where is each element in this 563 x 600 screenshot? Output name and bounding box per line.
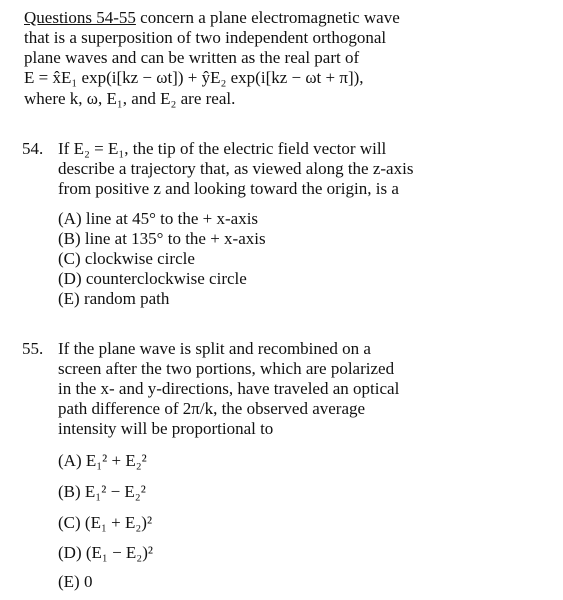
question-54-line-2: describe a trajectory that, as viewed along the z-axis xyxy=(58,159,414,178)
question-54-option-d: (D) counterclockwise circle xyxy=(58,269,247,288)
question-55-number: 55. xyxy=(22,339,44,358)
question-55-option-e: (E) 0 xyxy=(58,572,93,591)
question-54-option-e: (E) random path xyxy=(58,289,170,308)
question-55-line-2: screen after the two portions, which are polarized xyxy=(58,359,395,378)
question-55-option-b: (B) E₁² − E₂² xyxy=(58,482,146,501)
question-55-option-d: (D) (E₁ − E₂)² xyxy=(58,543,153,562)
intro-line-2: that is a superposition of two independent orthogonal xyxy=(24,28,387,47)
intro-line-1-rest: concern a plane electromagnetic wave xyxy=(135,8,400,27)
intro-line-3: plane waves and can be written as the real part of xyxy=(24,48,360,67)
question-54-option-b: (B) line at 135° to the + x-axis xyxy=(58,229,266,248)
question-55-line-4: path difference of 2π/k, the observed average xyxy=(58,399,366,418)
question-54-option-c: (C) clockwise circle xyxy=(58,249,195,268)
question-55-line-1: If the plane wave is split and recombined on a xyxy=(58,339,371,358)
intro-line-1 xyxy=(24,8,400,28)
question-55-line-5: intensity will be proportional to xyxy=(58,419,274,438)
question-54-line-3: from positive z and looking toward the origin, is a xyxy=(58,179,399,198)
question-54-number: 54. xyxy=(22,139,44,158)
question-55-option-a: (A) E₁² + E₂² xyxy=(58,451,147,470)
question-54-line-1: If E₂ = E₁, the tip of the electric field vector will xyxy=(58,139,387,158)
question-55-line-3: in the x- and y-directions, have traveled an optical xyxy=(58,379,400,398)
intro-equation: E = x̂E₁ exp(i[kz − ωt]) + ŷE₂ exp(i[kz − ωt + π]), xyxy=(24,68,364,87)
question-54-option-a: (A) line at 45° to the + x-axis xyxy=(58,209,259,228)
question-55-option-c: (C) (E₁ + E₂)² xyxy=(58,513,153,532)
intro-lead: Questions 54-55 xyxy=(24,8,136,27)
intro-line-5: where k, ω, E₁, and E₂ are real. xyxy=(24,89,236,108)
